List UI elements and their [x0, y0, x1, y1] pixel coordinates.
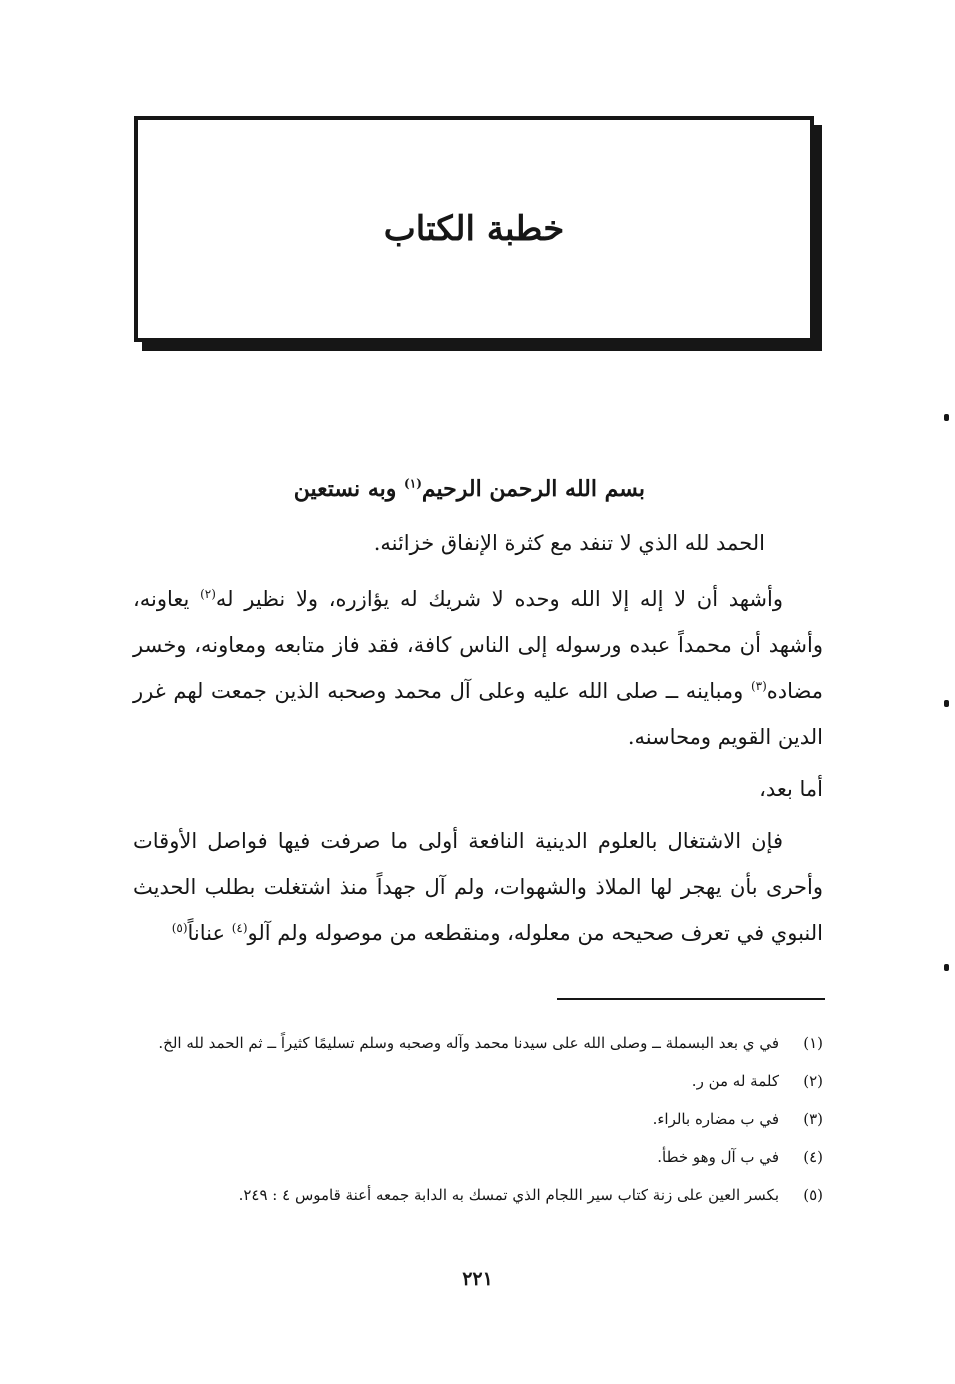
- footnote-number: (٤): [803, 1148, 823, 1166]
- bismillah-line: [294, 466, 645, 512]
- main-paragraph: [133, 818, 823, 956]
- hamd-line: الحمد لله الذي لا تنفد مع كثرة الإنفاق خزائنه.: [373, 531, 765, 555]
- bismillah-end-text: وبه نستعين: [293, 476, 405, 502]
- footnotes: [133, 1030, 823, 1220]
- footnote-text: كلمة له من ر.: [691, 1072, 779, 1090]
- amma-line: أما بعد،: [759, 777, 823, 801]
- scan-mark: [944, 414, 949, 421]
- footnote-number: (١): [803, 1034, 823, 1052]
- footnote-number: (٣): [803, 1110, 823, 1128]
- footnote-text: بكسر العين على زنة كتاب سير اللجام الذي تمسك به الدابة جمعه أعنة قاموس ٤ : ٢٤٩.: [238, 1186, 779, 1204]
- footnote-item: [133, 1144, 823, 1171]
- scan-mark: [944, 700, 949, 707]
- bismillah-text: بسم الله الرحمن الرحيم: [421, 476, 645, 502]
- footnote-divider: [557, 998, 825, 1000]
- footnote-item: [133, 1030, 823, 1057]
- footnote-ref-2[interactable]: (٢): [200, 587, 216, 601]
- shahada-paragraph: [133, 576, 823, 760]
- footnote-number: (٥): [803, 1186, 823, 1204]
- main-text-b: عناناً: [187, 921, 232, 945]
- main-text-a: فإن الاشتغال بالعلوم الدينية النافعة أولى ما صرفت فيها فواصل الأوقات وأحرى بأن يهجر لها الملاذ والشهوات، ولم آل جهداً منذ اشتغلت بطلب الحديث النبوي في تعرف صحيحه من معلوله، ومنقطعه من موصوله ولم آلو: [133, 829, 823, 945]
- footnote-ref-1[interactable]: (١): [404, 476, 422, 491]
- footnote-ref-4[interactable]: (٤): [231, 921, 248, 935]
- footnote-item: [133, 1182, 823, 1209]
- page-number: ٢٢١: [462, 1268, 493, 1290]
- shahada-text-c: ومباينه ــ صلى الله عليه وعلى آل محمد وصحبه الذين جمعت لهم غرر الدين القويم ومحاسنه.: [133, 679, 823, 749]
- title-box: [134, 116, 814, 342]
- footnote-text: في ب مضاره بالراء.: [652, 1110, 779, 1128]
- footnote-number: (٢): [803, 1072, 823, 1090]
- footnote-item: [133, 1106, 823, 1133]
- shahada-text-b: يعاونه، وأشهد أن محمداً عبده ورسوله إلى الناس كافة، فقد فاز متابعه ومعاونه، وخسر مضاده: [133, 587, 823, 703]
- footnote-ref-5[interactable]: (٥): [171, 921, 188, 935]
- footnote-text: في ي بعد البسملة ــ وصلى الله على سيدنا محمد وآله وصحبه وسلم تسليمًا كثيراً ــ ثم الحمد لله الخ.: [158, 1034, 779, 1052]
- page-title: خطبة الكتاب: [383, 209, 565, 249]
- shahada-text-a: وأشهد أن لا إله إلا الله وحده لا شريك له يؤازره، ولا نظير له: [215, 587, 783, 611]
- footnote-text: في ب آل وهو خطأ.: [657, 1148, 779, 1166]
- footnote-item: [133, 1068, 823, 1095]
- footnote-ref-3[interactable]: (٣): [750, 679, 767, 693]
- scan-mark: [944, 964, 949, 971]
